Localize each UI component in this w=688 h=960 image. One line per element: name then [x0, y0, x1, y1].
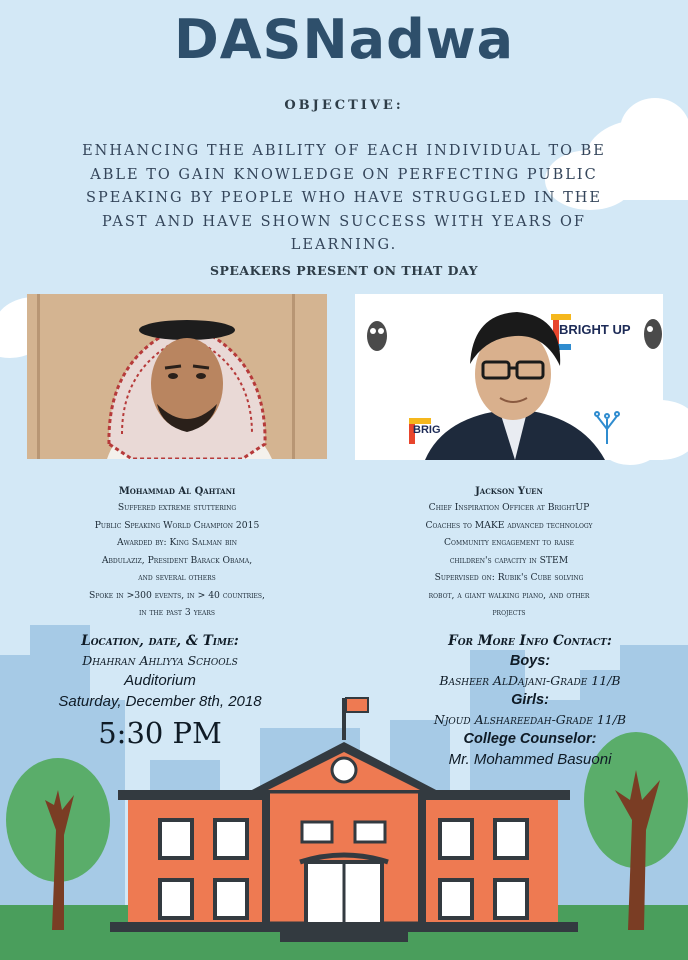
contact-label: For More Info Contact:	[448, 633, 612, 649]
speaker-detail: and several others	[138, 572, 216, 583]
speaker-detail: Awarded by: King Salman bin	[116, 537, 238, 548]
contact-info	[380, 632, 680, 770]
speaker-detail: robot, a giant walking piano, and other	[428, 589, 590, 601]
brightup-logo-text-partial: BRIG	[413, 424, 441, 436]
location-line2: Auditorium	[124, 672, 196, 689]
owl-logo-icon	[644, 319, 662, 349]
speakers-label: SPEAKERS PRESENT ON THAT DAY	[209, 263, 479, 278]
boys-label: Boys:	[509, 653, 551, 669]
objective-label: OBJECTIVE:	[284, 98, 404, 113]
brightup-logo-text: BRIGHT UP	[559, 322, 631, 337]
girls-contact: Njoud Alshareedah-Grade 11/B	[433, 712, 627, 727]
counselor-label: College Counselor:	[463, 731, 597, 747]
speaker-photo-yuen	[355, 294, 663, 460]
speaker-card-yuen	[355, 486, 663, 622]
event-time: 5:30 PM	[98, 716, 222, 750]
speaker-portrait-icon	[355, 294, 663, 460]
event-date: Saturday, December 8th, 2018	[58, 693, 262, 710]
speaker-detail: in the past 3 years	[139, 607, 215, 618]
event-details	[20, 632, 300, 754]
speaker-portrait-icon	[27, 294, 327, 459]
speaker-detail: Suffered extreme stuttering	[117, 502, 237, 513]
location-line1: Dhahran Ahliyya Schools	[82, 653, 238, 668]
speaker-detail: Coaches to MAKE advanced technology	[425, 519, 593, 531]
girls-label: Girls:	[511, 692, 549, 708]
speaker-detail: Spoke in >300 events, in > 40 countries,	[89, 589, 265, 601]
location-label: Location, date, & Time:	[81, 633, 239, 649]
speaker-name: Mohammad Al Qahtani	[118, 486, 236, 497]
speaker-detail: Supervised on: Rubik's Cube solving	[434, 572, 584, 583]
speaker-detail: projects	[492, 607, 526, 618]
objective-text: ENHANCING THE ABILITY OF EACH INDIVIDUAL TO BE ABLE TO GAIN KNOWLEDGE ON PERFECTING PUBLIC SPEAKING BY PEOPLE WHO HAVE STRUGGLED IN THE PAST AND HAVE SHOWN SUCCESS WITH YEARS OF LEARNING.	[82, 143, 606, 253]
speaker-detail: Community engagement to raise	[444, 537, 574, 548]
speaker-photo-al-qahtani	[27, 294, 327, 459]
counselor-name: Mr. Mohammed Basuoni	[448, 751, 612, 768]
owl-logo-icon	[367, 321, 387, 351]
poster-title: DASNadwa	[173, 8, 515, 71]
speaker-card-al-qahtani	[27, 486, 327, 622]
speaker-detail: Abdulaziz, President Barack Obama,	[101, 554, 253, 566]
speaker-name: Jackson Yuen	[475, 486, 543, 497]
speaker-detail: children's capacity in STEM	[449, 554, 569, 566]
boys-contact: Basheer AlDajani-Grade 11/B	[439, 673, 621, 688]
speaker-detail: Public Speaking World Champion 2015	[94, 519, 260, 531]
speaker-detail: Chief Inspiration Officer at BrightUP	[428, 502, 590, 513]
